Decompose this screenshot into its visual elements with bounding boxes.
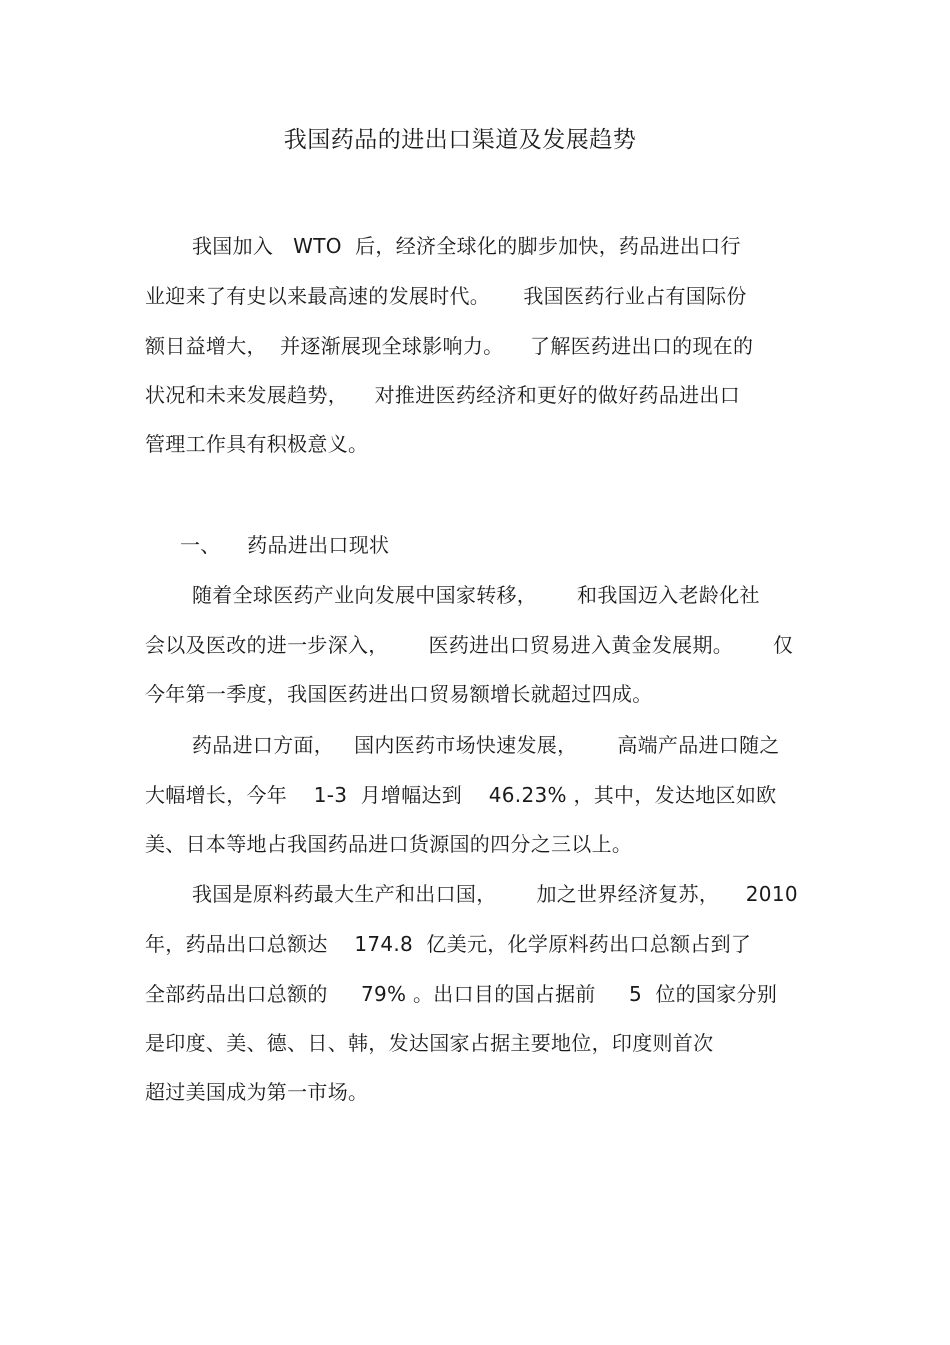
paragraph-line: 大幅增长，今年 1-3 月增幅达到 46.23% ，其中，发达地区如欧: [145, 783, 777, 807]
paragraph-line: 年，药品出口总额达 174.8 亿美元，化学原料药出口总额占到了: [145, 932, 752, 956]
paragraph-line: 药品进口方面， 国内医药市场快速发展， 高端产品进口随之: [192, 733, 780, 757]
intro-line: 管理工作具有积极意义。: [145, 432, 369, 456]
paragraph-line: 会以及医改的进一步深入， 医药进出口贸易进入黄金发展期。 仅: [145, 633, 794, 657]
paragraph-line: 是印度、美、德、日、韩，发达国家占据主要地位，印度则首次: [145, 1031, 714, 1055]
section-heading: 一、 药品进出口现状: [180, 533, 390, 557]
paragraph-line: 超过美国成为第一市场。: [145, 1080, 369, 1104]
intro-line: 状况和未来发展趋势， 对推进医药经济和更好的做好药品进出口: [145, 383, 741, 407]
intro-line: 业迎来了有史以来最高速的发展时代。 我国医药行业占有国际份: [145, 284, 747, 308]
paragraph-line: 全部药品出口总额的 79% 。出口目的国占据前 5 位的国家分别: [145, 982, 778, 1006]
page-title: 我国药品的进出口渠道及发展趋势: [283, 127, 637, 153]
paragraph-line: 我国是原料药最大生产和出口国， 加之世界经济复苏， 2010: [192, 882, 798, 906]
paragraph-line: 美、日本等地占我国药品进口货源国的四分之三以上。: [145, 832, 633, 856]
paragraph-line: 随着全球医药产业向发展中国家转移， 和我国迈入老龄化社: [192, 583, 760, 607]
intro-line: 额日益增大， 并逐渐展现全球影响力。 了解医药进出口的现在的: [145, 334, 754, 358]
intro-line: 我国加入 WTO 后，经济全球化的脚步加快，药品进出口行: [192, 234, 741, 258]
paragraph-line: 今年第一季度，我国医药进出口贸易额增长就超过四成。: [145, 682, 653, 706]
